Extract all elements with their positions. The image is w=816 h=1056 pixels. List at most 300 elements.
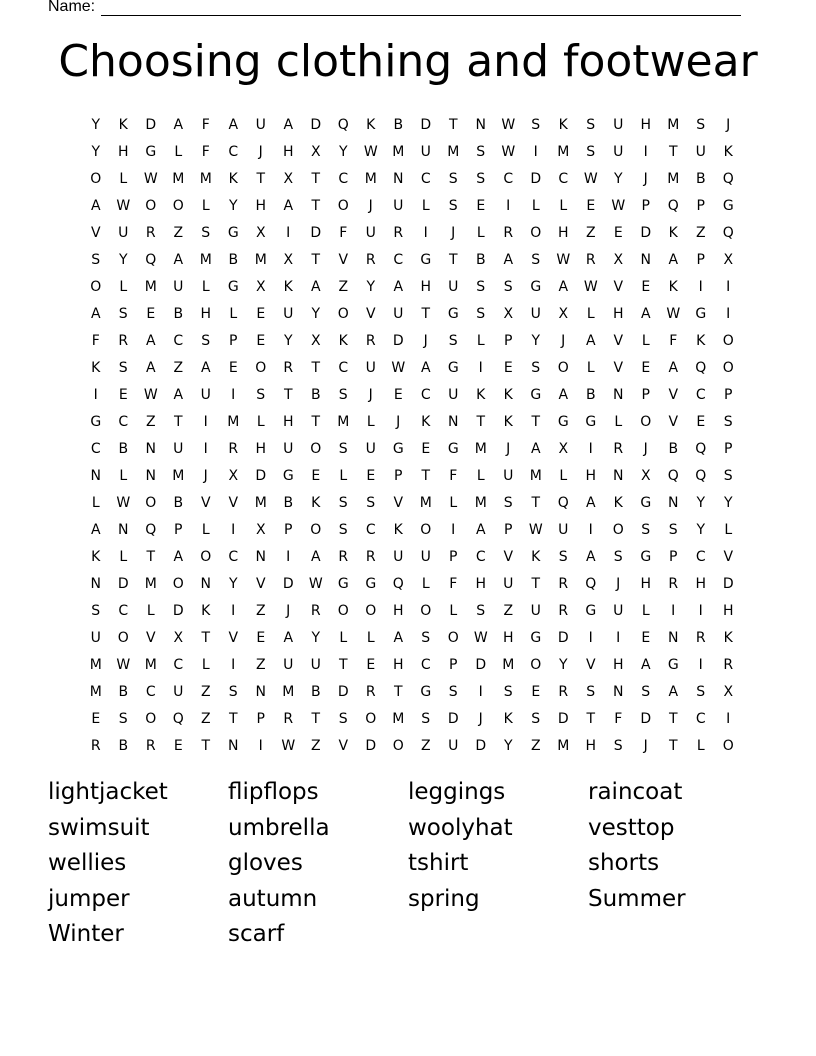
grid-cell: M (254, 252, 267, 268)
grid-cell: B (695, 171, 706, 187)
grid-cell: G (447, 441, 459, 457)
grid-cell: R (723, 657, 734, 673)
grid-cell: Z (200, 684, 211, 700)
grid-cell: N (475, 117, 486, 133)
grid-cell: S (723, 414, 733, 430)
grid-cell: U (695, 144, 706, 160)
grid-cell: M (199, 252, 212, 268)
grid-cell: I (231, 657, 236, 673)
grid-cell: E (173, 738, 183, 754)
grid-cell: T (668, 711, 678, 727)
grid-cell: I (258, 738, 263, 754)
grid-cell: U (173, 441, 184, 457)
grid-cell: X (640, 468, 651, 484)
grid-cell: T (448, 117, 458, 133)
grid-cell: I (726, 279, 731, 295)
grid-cell: W (666, 306, 681, 322)
grid-cell: K (696, 333, 706, 349)
grid-cell: E (586, 198, 596, 214)
grid-cell: U (173, 684, 184, 700)
grid-cell: D (310, 117, 322, 133)
grid-cell: M (282, 684, 295, 700)
grid-cell: A (640, 657, 651, 673)
grid-cell: A (393, 630, 404, 646)
grid-cell: K (476, 387, 486, 403)
grid-cell: V (723, 549, 734, 565)
grid-cell: K (531, 549, 541, 565)
grid-cell: U (365, 441, 376, 457)
grid-cell: T (586, 711, 596, 727)
grid-cell: X (503, 306, 514, 322)
grid-cell: L (229, 306, 238, 322)
grid-cell: Y (311, 630, 321, 646)
grid-cell: S (613, 549, 623, 565)
name-line[interactable] (101, 0, 741, 16)
grid-row (82, 436, 742, 463)
grid-cell: V (338, 252, 349, 268)
grid-cell: Z (255, 657, 266, 673)
grid-cell: U (613, 144, 624, 160)
grid-cell: U (200, 387, 211, 403)
grid-cell: X (558, 306, 569, 322)
grid-cell: F (201, 117, 210, 133)
grid-cell: Z (695, 225, 706, 241)
grid-cell: T (448, 252, 458, 268)
grid-cell: J (616, 576, 621, 592)
grid-cell: D (117, 576, 129, 592)
grid-cell: Z (310, 738, 321, 754)
grid-row (82, 328, 742, 355)
grid-cell: Q (695, 468, 707, 484)
grid-cell: O (145, 495, 157, 511)
grid-cell: Z (420, 738, 431, 754)
grid-cell: G (530, 279, 542, 295)
grid-cell: C (695, 549, 706, 565)
grid-cell: S (366, 495, 376, 511)
grid-cell: O (365, 603, 377, 619)
grid-cell: G (145, 144, 157, 160)
grid-cell: L (586, 306, 595, 322)
grid-cell: O (722, 333, 734, 349)
grid-cell: T (668, 144, 678, 160)
grid-row (82, 247, 742, 274)
grid-cell: I (588, 522, 593, 538)
grid-cell: R (310, 603, 321, 619)
grid-cell: S (118, 711, 128, 727)
grid-cell: T (311, 198, 321, 214)
grid-cell: K (421, 414, 431, 430)
grid-cell: C (228, 144, 239, 160)
grid-cell: K (503, 414, 513, 430)
grid-cell: A (90, 306, 101, 322)
grid-cell: R (613, 441, 624, 457)
grid-cell: R (365, 252, 376, 268)
grid-cell: X (310, 144, 321, 160)
grid-cell: O (337, 603, 349, 619)
grid-cell: T (531, 576, 541, 592)
grid-cell: O (420, 603, 432, 619)
word-list-item: vesttop (588, 814, 675, 841)
grid-cell: T (201, 630, 211, 646)
grid-cell: Z (200, 711, 211, 727)
grid-cell: A (173, 252, 184, 268)
grid-cell: U (393, 198, 404, 214)
grid-cell: P (504, 333, 513, 349)
grid-cell: O (557, 360, 569, 376)
grid-row (82, 301, 742, 328)
word-list-item: spring (408, 885, 480, 912)
grid-cell: H (640, 576, 652, 592)
grid-cell: W (281, 738, 296, 754)
grid-cell: B (310, 387, 321, 403)
grid-cell: T (668, 738, 678, 754)
grid-cell: S (696, 684, 706, 700)
grid-cell: T (421, 306, 431, 322)
grid-cell: I (643, 144, 648, 160)
grid-cell: I (726, 306, 731, 322)
grid-cell: X (558, 441, 569, 457)
grid-cell: V (200, 495, 211, 511)
grid-row (82, 274, 742, 301)
grid-cell: S (421, 630, 431, 646)
word-list-item: gloves (228, 850, 303, 876)
grid-cell: L (256, 414, 265, 430)
grid-cell: Z (173, 360, 184, 376)
grid-cell: F (449, 576, 458, 592)
grid-cell: V (503, 549, 514, 565)
grid-cell: J (451, 225, 456, 241)
grid-cell: T (146, 549, 156, 565)
grid-cell: N (145, 468, 156, 484)
grid-cell: A (90, 198, 101, 214)
grid-cell: X (283, 252, 294, 268)
grid-cell: M (144, 576, 157, 592)
grid-cell: N (640, 252, 651, 268)
grid-cell: L (119, 171, 128, 187)
grid-cell: K (558, 117, 568, 133)
grid-cell: O (337, 306, 349, 322)
grid-cell: Z (585, 225, 596, 241)
grid-cell: G (557, 414, 569, 430)
grid-cell: K (91, 360, 101, 376)
grid-cell: I (726, 711, 731, 727)
grid-cell: S (448, 198, 458, 214)
grid-cell: S (201, 225, 211, 241)
grid-cell: A (530, 441, 541, 457)
grid-cell: Y (696, 522, 706, 538)
grid-cell: K (228, 171, 238, 187)
grid-cell: Y (228, 198, 238, 214)
grid-cell: I (93, 387, 98, 403)
grid-cell: F (614, 711, 623, 727)
grid-cell: I (478, 684, 483, 700)
grid-cell: B (585, 387, 596, 403)
grid-cell: C (695, 387, 706, 403)
grid-cell: E (146, 306, 156, 322)
grid-cell: O (530, 657, 542, 673)
grid-cell: L (476, 225, 485, 241)
grid-cell: X (723, 252, 734, 268)
word-list (48, 779, 768, 957)
grid-cell: X (173, 630, 184, 646)
grid-cell: V (668, 387, 679, 403)
grid-cell: U (365, 225, 376, 241)
grid-cell: K (723, 630, 733, 646)
grid-cell: K (503, 711, 513, 727)
grid-cell: Q (722, 171, 734, 187)
grid-row (82, 571, 742, 598)
name-field[interactable] (48, 0, 741, 16)
grid-cell: Y (311, 306, 321, 322)
grid-cell: E (366, 657, 376, 673)
grid-cell: O (392, 738, 404, 754)
grid-cell: P (229, 333, 238, 349)
grid-cell: Z (255, 603, 266, 619)
grid-cell: R (228, 441, 239, 457)
grid-cell: R (558, 603, 569, 619)
grid-cell: U (503, 468, 514, 484)
grid-cell: K (201, 603, 211, 619)
grid-cell: H (282, 414, 294, 430)
grid-cell: E (311, 468, 321, 484)
grid-cell: S (201, 333, 211, 349)
grid-cell: S (338, 441, 348, 457)
word-list-item: woolyhat (408, 814, 513, 841)
grid-cell: D (557, 711, 569, 727)
grid-cell: C (173, 333, 184, 349)
grid-cell: O (90, 171, 102, 187)
grid-cell: H (200, 306, 212, 322)
grid-cell: T (338, 657, 348, 673)
grid-cell: O (145, 198, 157, 214)
grid-cell: L (366, 414, 375, 430)
grid-cell: T (311, 171, 321, 187)
grid-cell: I (231, 387, 236, 403)
grid-cell: T (393, 684, 403, 700)
grid-cell: G (447, 306, 459, 322)
grid-cell: Y (91, 144, 101, 160)
grid-cell: W (363, 144, 378, 160)
grid-cell: R (365, 684, 376, 700)
grid-cell: W (116, 198, 131, 214)
grid-cell: Y (228, 576, 238, 592)
grid-cell: I (423, 225, 428, 241)
grid-cell: S (448, 333, 458, 349)
grid-cell: L (421, 198, 430, 214)
grid-cell: B (393, 117, 404, 133)
grid-cell: S (696, 117, 706, 133)
grid-cell: L (614, 414, 623, 430)
grid-cell: O (722, 360, 734, 376)
grid-cell: D (172, 603, 184, 619)
grid-cell: A (420, 360, 431, 376)
grid-cell: U (283, 657, 294, 673)
grid-cell: S (448, 171, 458, 187)
word-list-item: raincoat (588, 779, 683, 805)
grid-cell: C (338, 171, 349, 187)
grid-row (82, 355, 742, 382)
grid-cell: U (503, 576, 514, 592)
grid-cell: N (118, 522, 129, 538)
grid-cell: G (530, 630, 542, 646)
grid-cell: U (420, 144, 431, 160)
grid-cell: G (420, 252, 432, 268)
grid-cell: W (611, 198, 626, 214)
grid-cell: E (696, 414, 706, 430)
grid-cell: X (613, 252, 624, 268)
grid-cell: U (90, 630, 101, 646)
grid-cell: S (503, 495, 513, 511)
grid-cell: G (585, 603, 597, 619)
grid-cell: M (667, 171, 680, 187)
grid-cell: Y (118, 252, 128, 268)
grid-cell: L (146, 603, 155, 619)
grid-cell: V (668, 414, 679, 430)
grid-cell: X (255, 225, 266, 241)
grid-cell: C (393, 252, 404, 268)
grid-cell: A (283, 198, 294, 214)
grid-cell: L (476, 333, 485, 349)
grid-cell: E (641, 630, 651, 646)
grid-cell: X (255, 279, 266, 295)
grid-cell: H (392, 657, 404, 673)
grid-cell: G (420, 684, 432, 700)
grid-cell: O (310, 441, 322, 457)
grid-row (82, 625, 742, 652)
grid-cell: H (420, 279, 432, 295)
word-list-item: autumn (228, 885, 318, 912)
grid-cell: N (613, 387, 624, 403)
grid-cell: N (145, 441, 156, 457)
grid-cell: E (531, 684, 541, 700)
grid-cell: U (530, 603, 541, 619)
grid-cell: F (201, 144, 210, 160)
grid-cell: M (392, 144, 405, 160)
grid-cell: V (145, 630, 156, 646)
grid-cell: S (118, 360, 128, 376)
grid-cell: C (338, 360, 349, 376)
grid-cell: E (503, 360, 513, 376)
grid-cell: I (506, 198, 511, 214)
grid-cell: O (117, 630, 129, 646)
grid-cell: W (583, 171, 598, 187)
grid-cell: W (391, 360, 406, 376)
grid-cell: R (118, 333, 129, 349)
grid-cell: S (531, 252, 541, 268)
grid-cell: P (174, 522, 183, 538)
grid-cell: R (365, 549, 376, 565)
grid-cell: M (337, 414, 350, 430)
grid-cell: B (173, 306, 184, 322)
grid-cell: P (504, 522, 513, 538)
grid-cell: K (283, 279, 293, 295)
grid-cell: U (448, 279, 459, 295)
grid-cell: A (228, 117, 239, 133)
grid-cell: W (143, 387, 158, 403)
grid-cell: D (255, 468, 267, 484)
grid-row (82, 112, 742, 139)
grid-cell: W (116, 495, 131, 511)
name-label: Name: (48, 0, 96, 15)
grid-cell: W (473, 630, 488, 646)
grid-cell: K (668, 279, 678, 295)
grid-cell: I (671, 603, 676, 619)
grid-cell: L (641, 603, 650, 619)
grid-cell: H (722, 603, 734, 619)
grid-cell: S (503, 684, 513, 700)
grid-cell: P (449, 657, 458, 673)
grid-cell: F (449, 468, 458, 484)
grid-cell: P (284, 522, 293, 538)
grid-cell: Q (695, 441, 707, 457)
grid-cell: L (641, 333, 650, 349)
grid-cell: L (339, 468, 348, 484)
grid-cell: B (173, 495, 184, 511)
page-title: Choosing clothing and footwear (58, 36, 758, 87)
grid-cell: E (118, 387, 128, 403)
grid-cell: M (172, 171, 185, 187)
grid-cell: F (669, 333, 678, 349)
grid-cell: S (338, 711, 348, 727)
grid-cell: K (668, 225, 678, 241)
grid-cell: S (503, 279, 513, 295)
grid-cell: H (612, 657, 624, 673)
grid-cell: Z (173, 225, 184, 241)
grid-cell: L (174, 144, 183, 160)
grid-cell: I (231, 603, 236, 619)
grid-row (82, 706, 742, 733)
grid-cell: L (119, 549, 128, 565)
grid-cell: R (145, 225, 156, 241)
grid-cell: X (283, 171, 294, 187)
grid-cell: Z (503, 603, 514, 619)
grid-cell: D (475, 738, 487, 754)
grid-cell: G (392, 441, 404, 457)
grid-cell: K (338, 333, 348, 349)
grid-cell: L (91, 495, 100, 511)
grid-cell: Y (91, 117, 101, 133)
word-list-item: Winter (48, 921, 124, 947)
grid-row (82, 409, 742, 436)
grid-cell: P (394, 468, 403, 484)
grid-cell: N (613, 468, 624, 484)
grid-cell: E (91, 711, 101, 727)
grid-cell: H (585, 738, 597, 754)
grid-cell: I (286, 225, 291, 241)
grid-cell: M (227, 414, 240, 430)
grid-cell: O (255, 360, 267, 376)
grid-cell: L (201, 198, 210, 214)
grid-cell: M (392, 711, 405, 727)
grid-cell: O (612, 522, 624, 538)
grid-cell: U (420, 549, 431, 565)
grid-cell: A (393, 279, 404, 295)
grid-cell: E (393, 387, 403, 403)
grid-cell: U (173, 279, 184, 295)
grid-cell: L (559, 198, 568, 214)
grid-cell: C (145, 684, 156, 700)
grid-cell: W (528, 522, 543, 538)
grid-cell: D (447, 711, 459, 727)
grid-cell: U (393, 306, 404, 322)
grid-cell: G (585, 414, 597, 430)
grid-cell: B (118, 441, 129, 457)
grid-cell: E (641, 360, 651, 376)
grid-cell: U (310, 657, 321, 673)
grid-cell: A (145, 360, 156, 376)
grid-cell: O (447, 630, 459, 646)
grid-cell: T (311, 360, 321, 376)
